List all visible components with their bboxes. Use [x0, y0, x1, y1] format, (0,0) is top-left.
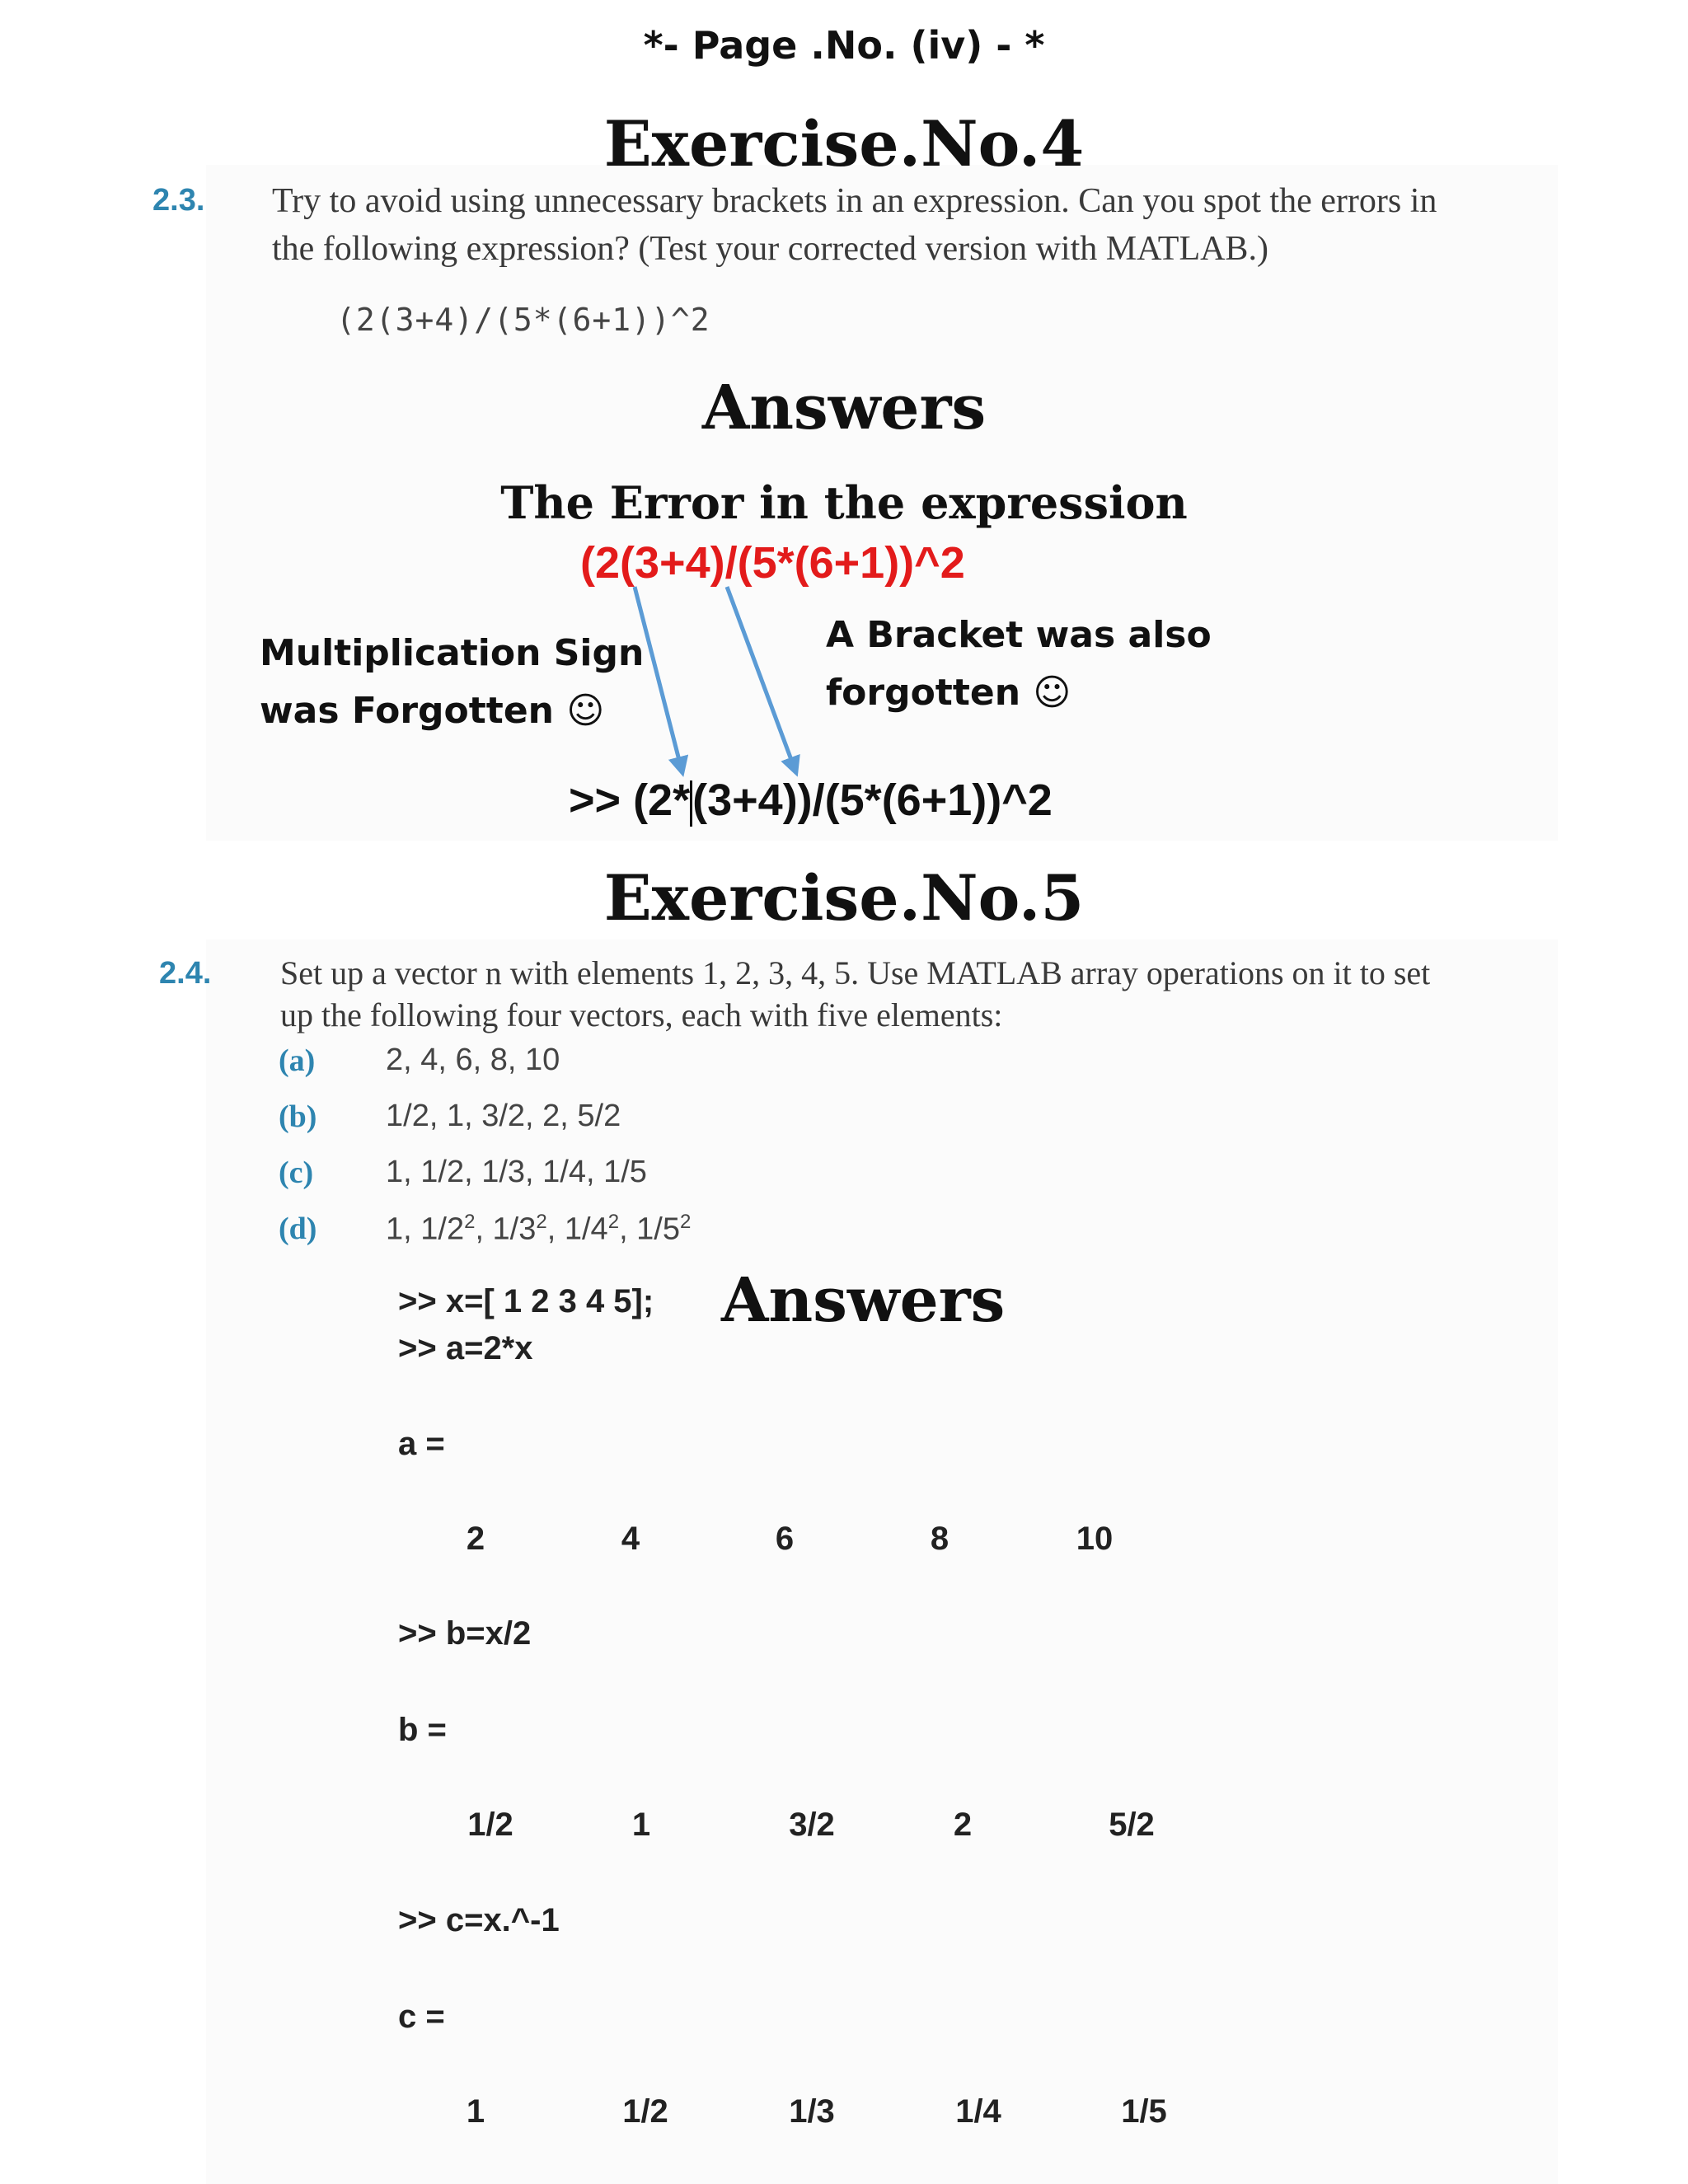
part-text-c: 1, 1/2, 1/3, 1/4, 1/5 [386, 1155, 647, 1189]
note-multiplication-line1: Multiplication Sign [260, 632, 645, 674]
value-b-3: 3/2 [789, 1807, 835, 1843]
question-number-2-4: 2.4. [159, 956, 212, 991]
answers-heading-ex5: Answers [721, 1265, 1006, 1336]
value-a-4: 8 [930, 1521, 950, 1557]
note-bracket-line2: forgotten ☺ [826, 672, 1071, 714]
question-2-3-line2: the following expression? (Test your corrected version with MATLAB.) [272, 230, 1268, 268]
output-row-c [396, 2093, 1302, 2143]
output-label-a: a = [398, 1426, 445, 1462]
command-c: >> c=x.^-1 [398, 1902, 560, 1938]
part-label-d: (d) [279, 1212, 317, 1246]
command-a: >> a=2*x [398, 1330, 533, 1366]
value-c-2: 1/2 [622, 2093, 668, 2130]
value-b-5: 5/2 [1109, 1807, 1155, 1843]
question-2-3-line1: Try to avoid using unnecessary brackets in an expression. Can you spot the errors in [272, 182, 1437, 220]
corrected-expression-part2: (3+4))/(5*(6+1))^2 [692, 776, 1053, 825]
question-2-4-line2: up the following four vectors, each with five elements: [280, 996, 1003, 1033]
value-c-3: 1/3 [789, 2093, 835, 2130]
note-bracket-line1: A Bracket was also [826, 614, 1212, 656]
value-a-5: 10 [1076, 1521, 1114, 1557]
output-row-a [396, 1521, 1302, 1570]
answers-heading-ex4: Answers [701, 373, 987, 443]
command-b: >> b=x/2 [398, 1615, 532, 1652]
corrected-expression-part1: >> (2* [569, 776, 691, 825]
arrow-multiplication [635, 587, 682, 773]
text-cursor [690, 780, 692, 827]
part-label-b: (b) [279, 1099, 317, 1134]
question-number-2-3: 2.3. [152, 183, 205, 218]
note-multiplication-line2: was Forgotten ☺ [260, 690, 605, 732]
part-text-a: 2, 4, 6, 8, 10 [386, 1043, 560, 1077]
value-c-5: 1/5 [1121, 2093, 1167, 2130]
exercise4-title: Exercise.No.4 [603, 107, 1085, 180]
error-expression: (2(3+4)/(5*(6+1))^2 [580, 538, 965, 588]
exercise5-title: Exercise.No.5 [603, 861, 1085, 935]
question-expression: (2(3+4)/(5*(6+1))^2 [336, 302, 710, 338]
corrected-expression [569, 775, 1053, 827]
value-c-1: 1 [466, 2093, 485, 2130]
value-a-1: 2 [466, 1521, 485, 1557]
value-b-2: 1 [631, 1807, 651, 1843]
output-label-c: c = [398, 1999, 445, 2035]
question-2-4-line1: Set up a vector n with elements 1, 2, 3, 4, 5. Use MATLAB array operations on it to set [280, 954, 1431, 991]
command-x: >> x=[ 1 2 3 4 5]; [398, 1283, 654, 1319]
error-heading: The Error in the expression [500, 476, 1188, 529]
part-label-c: (c) [279, 1155, 314, 1190]
value-b-1: 1/2 [467, 1807, 513, 1843]
part-label-a: (a) [279, 1043, 316, 1078]
value-c-4: 1/4 [955, 2093, 1001, 2130]
value-a-2: 4 [621, 1521, 640, 1557]
output-label-b: b = [398, 1712, 447, 1748]
arrow-bracket [727, 587, 796, 773]
part-text-d: 1, $1/2^2$, $1/3^2$, $1/4^2$, $1/5^2$ [386, 1211, 692, 1247]
value-b-4: 2 [953, 1807, 973, 1843]
part-text-b: 1/2, 1, 3/2, 2, 5/2 [386, 1099, 621, 1133]
page-number: *- Page .No. (iv) - * [643, 23, 1045, 68]
output-row-b [396, 1807, 1302, 1856]
value-a-3: 6 [775, 1521, 795, 1557]
